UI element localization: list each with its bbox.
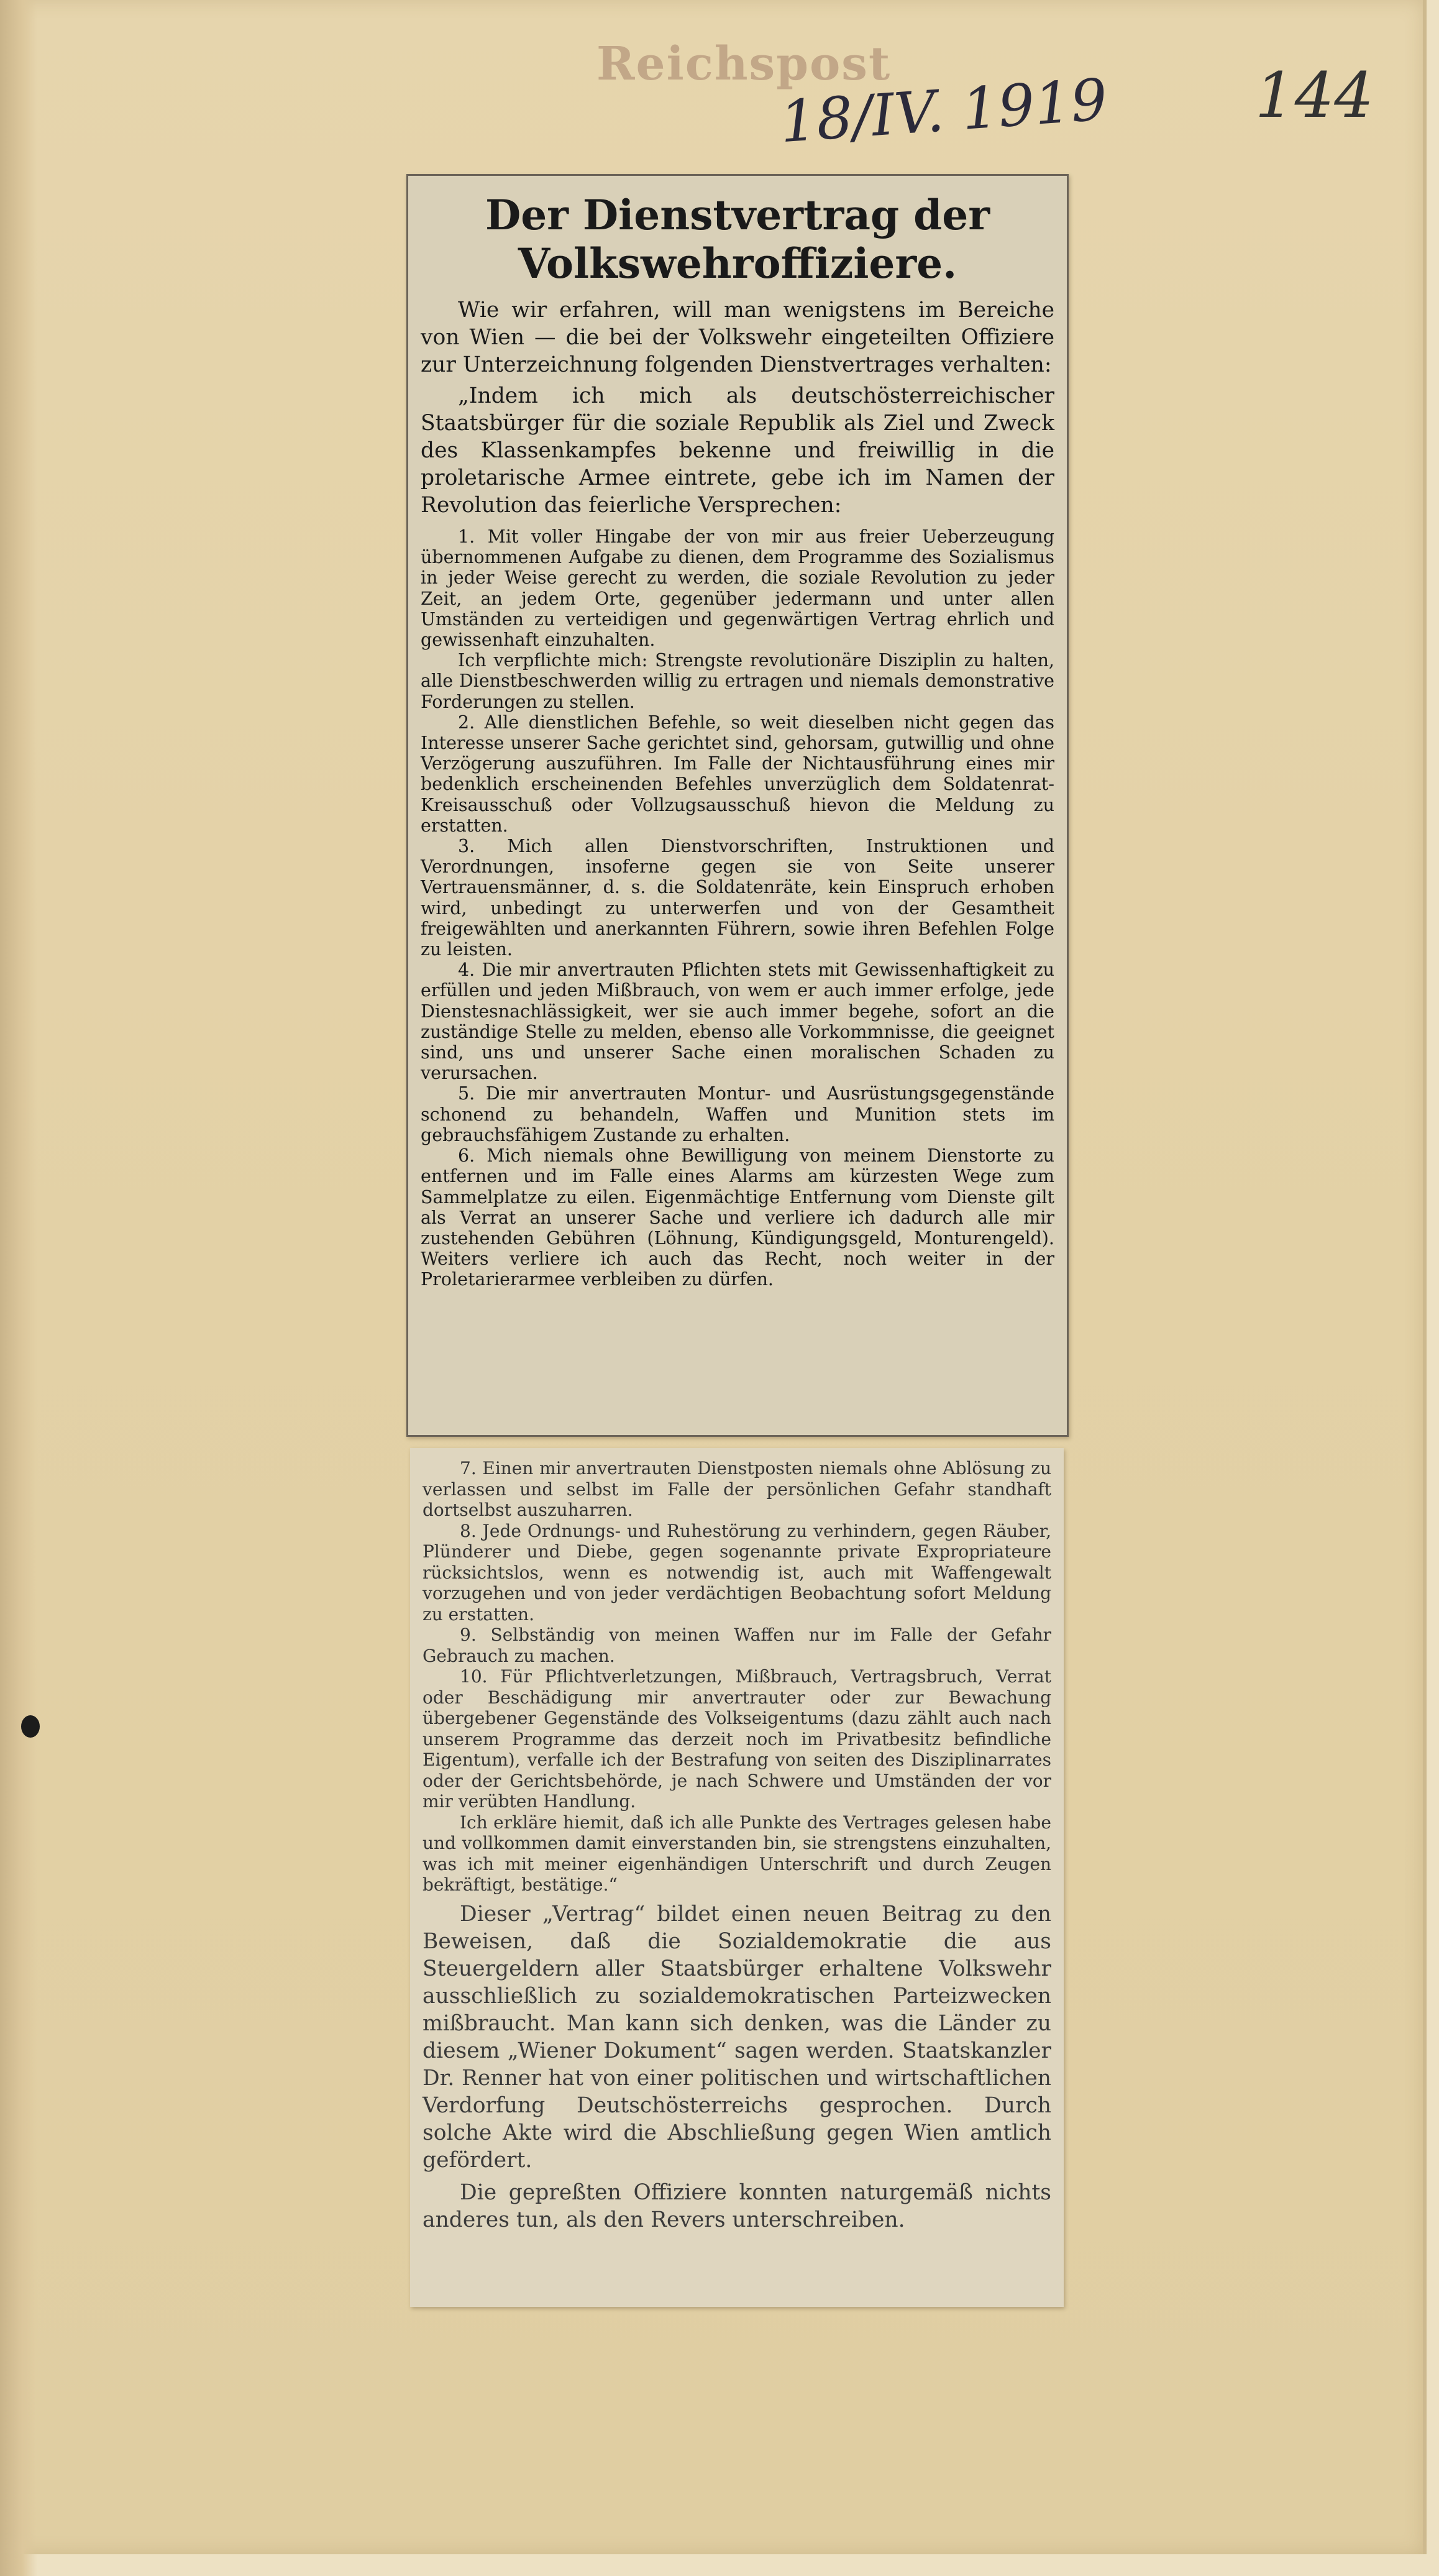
sheet-edge bbox=[0, 0, 37, 2576]
contract-item: 3. Mich allen Dienstvorschriften, Instruktionen und Verordnungen, insoferne gegen sie von Seite unserer Vertrauensmänner, d. s. die Soldatenräte, kein Einspruch erhoben wird, unbedingt zu unterwerfen und von der Gesamtheit freigewählten und anerkannten Führern, sowie ihren Befehlen Folge zu leisten. bbox=[421, 836, 1054, 960]
oath-text: „Indem ich mich als deutschösterreichischer Staatsbürger für die soziale Republik als Ziel und Zweck des Klassenkampfes bekenne und freiwillig in die proletarische Armee eintrete, gebe ich im Namen der Revolution das feierliche Versprechen: bbox=[421, 383, 1054, 518]
clipping-part-2 bbox=[410, 1448, 1064, 2307]
contract-item: 7. Einen mir anvertrauten Dienstposten niemals ohne Ablösung zu verlassen und selbst im Falle der persönlichen Gefahr standhaft dortselbst auszuharren. bbox=[423, 1458, 1051, 1520]
contract-item: 9. Selbständig von meinen Waffen nur im Falle der Gefahr Gebrauch zu machen. bbox=[423, 1625, 1051, 1666]
contract-item: 4. Die mir anvertrauten Pflichten stets mit Gewissenhaftigkeit zu erfüllen und jeden Mißbrauch, von wem er auch immer erfolge, jede Dienstesnachlässigkeit, wer sie auch immer begehe, sofort an die zuständige Stelle zu melden, ebenso alle Vorkommnisse, die geeignet sind, uns und unserer Sache einen moralischen Schaden zu verursachen. bbox=[421, 960, 1054, 1084]
contract-item: 5. Die mir anvertrauten Montur- und Ausrüstungsgegenstände schonend zu behandeln, Waffen und Munition stets im gebrauchsfähigem Zustande zu erhalten. bbox=[421, 1083, 1054, 1145]
handwritten-date: 18/IV. 1919 bbox=[777, 66, 1110, 156]
punch-hole bbox=[21, 1715, 40, 1738]
contract-item: 1. Mit voller Hingabe der von mir aus freier Ueberzeugung übernommenen Aufgabe zu dienen, dem Programme des Sozialismus in jeder Weise gerecht zu werden, die soziale Revolution zu jeder Zeit, an jedem Orte, gegenüber jedermann und unter allen Umständen zu verteidigen und gegenwärtigen Vertrag ehrlich und gewissenhaft einzuhalten. bbox=[421, 526, 1054, 651]
newspaper-stamp: Reichspost bbox=[596, 37, 892, 91]
article-final: Die gepreßten Offiziere konnten naturgemäß nichts anderes tun, als den Revers unterschreiben. bbox=[423, 2180, 1051, 2232]
clipping-part-1 bbox=[406, 174, 1069, 1437]
folio-number: 144 bbox=[1255, 59, 1374, 132]
article-intro: Wie wir erfahren, will man wenigstens im Bereiche von Wien — die bei der Volkswehr eingeteilten Offiziere zur Unterzeichnung folgenden Dienstvertrages verhalten: bbox=[421, 298, 1054, 377]
contract-item: 6. Mich niemals ohne Bewilligung von meinem Dienstorte zu entfernen und im Falle eines Alarms am kürzesten Wege zum Sammelplatze zu eilen. Eigenmächtige Entfernung vom Dienste gilt als Verrat an unserer Sache und verliere ich dadurch alle mir zustehenden Gebühren (Löhnung, Kündigungsgeld, Monturengeld). Weiters verliere ich auch das Recht, noch weiter in der Proletarierarmee verbleiben zu dürfen. bbox=[421, 1145, 1054, 1290]
contract-item: 2. Alle dienstlichen Befehle, so weit dieselben nicht gegen das Interesse unserer Sache gerichtet sind, gehorsam, gutwillig und ohne Verzögerung auszuführen. Im Falle der Nichtausführung eines mir bedenklich erscheinenden Befehles unverzüglich dem Soldatenrat-Kreisausschuß oder Vollzugsausschuß hievon die Meldung zu erstatten. bbox=[421, 712, 1054, 836]
contract-item: Ich erkläre hiemit, daß ich alle Punkte des Vertrages gelesen habe und vollkommen damit einverstanden bin, sie strengstens einzuhalten, was ich mit meiner eigenhändigen Unterschrift und durch Zeugen bekräftigt, bestätige.“ bbox=[423, 1812, 1051, 1895]
contract-items-1 bbox=[421, 526, 1054, 1290]
contract-item: 10. Für Pflichtverletzungen, Mißbrauch, Vertragsbruch, Verrat oder Beschädigung mir anvertrauter oder zur Bewachung übergebener Gegenstände des Volkseigentums (dazu zählt auch nach unserem Programme das derzeit noch im Privatbesitz befindliche Eigentum), verfalle ich der Bestrafung von seiten des Disziplinarrates oder der Gerichtsbehörde, je nach Schwere und Umständen der vor mir verübten Handlung. bbox=[423, 1666, 1051, 1812]
article-commentary: Dieser „Vertrag“ bildet einen neuen Beitrag zu den Beweisen, daß die Sozialdemokratie die aus Steuergeldern aller Staatsbürger erhaltene Volkswehr ausschließlich zu sozialdemokratischen Parteizwecken mißbraucht. Man kann sich denken, was die Länder zu diesem „Wiener Dokument“ sagen werden. Staatskanzler Dr. Renner hat von einer politischen und wirtschaftlichen Verdorfung Deutschösterreichs gesprochen. Durch solche Akte wird die Abschließung gegen Wien amtlich gefördert. bbox=[423, 1901, 1051, 2173]
contract-items-2 bbox=[423, 1458, 1051, 1895]
contract-item: Ich verpflichte mich: Strengste revolutionäre Disziplin zu halten, alle Dienstbeschwerden willig zu ertragen und niemals demonstrative Forderungen zu stellen. bbox=[421, 650, 1054, 712]
contract-item: 8. Jede Ordnungs- und Ruhestörung zu verhindern, gegen Räuber, Plünderer und Diebe, gegen sogenannte private Expropriateure rücksichtslos, wenn es notwendig ist, auch mit Waffengewalt vorzugehen und von jeder verdächtigen Beobachtung sofort Meldung zu erstatten. bbox=[423, 1520, 1051, 1625]
article-headline: Der Dienstvertrag der Volkswehroffiziere. bbox=[485, 191, 990, 288]
